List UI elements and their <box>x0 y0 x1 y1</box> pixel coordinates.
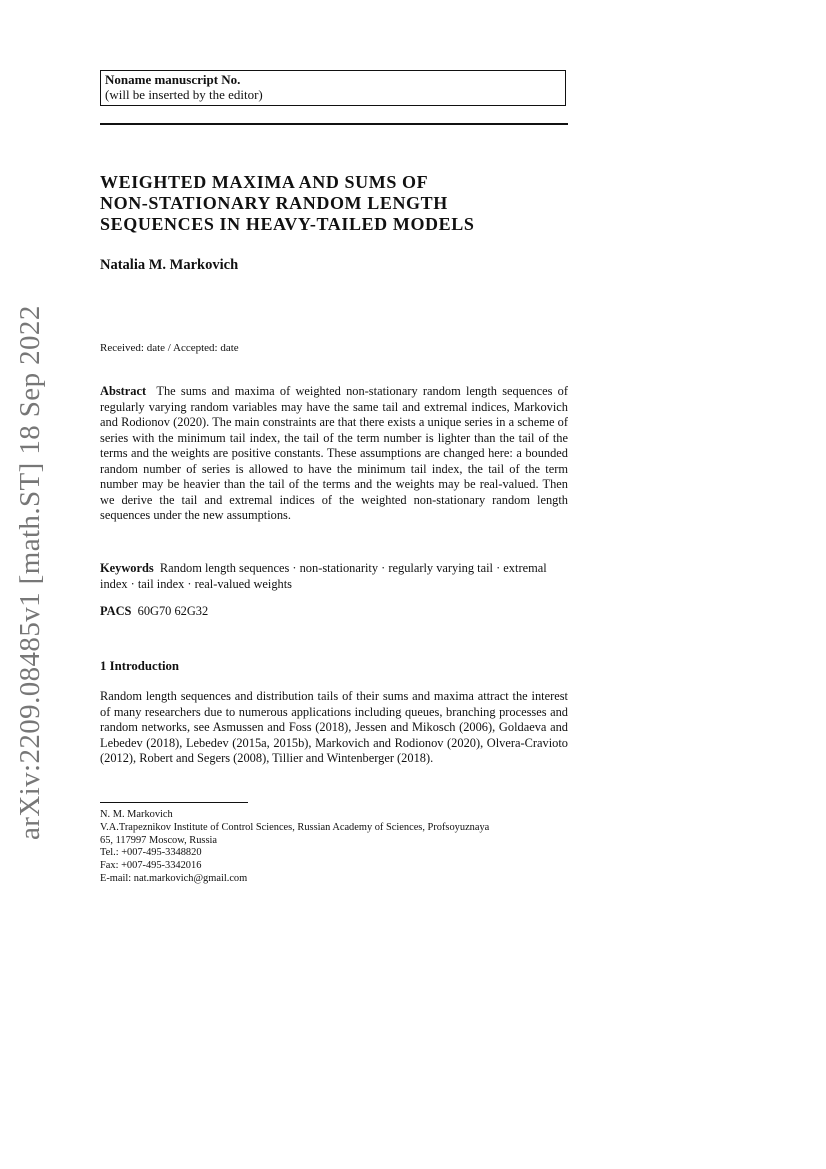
header-rule <box>100 123 568 125</box>
keywords <box>100 561 568 592</box>
manuscript-label: Noname manuscript No. <box>105 72 241 87</box>
title-line: WEIGHTED MAXIMA AND SUMS OF <box>100 172 429 192</box>
footnote-rule <box>100 802 248 803</box>
abstract <box>100 384 568 524</box>
title-line: SEQUENCES IN HEAVY-TAILED MODELS <box>100 214 475 234</box>
introduction-paragraph: Random length sequences and distribution tails of their sums and maxima attract the interest of many researchers due to numerous applications including queues, branching processes and random networks, see Asmussen and Foss (2018), Jessen and Mikosch (2006), Goldaeva and Lebedev (2018), Lebedev (2015a, 2015b), Markovich and Rodionov (2020), Olvera-Cravioto (2012), Robert and Segers (2008), Tillier and Wintenberger (2018). <box>100 689 568 766</box>
abstract-text: The sums and maxima of weighted non-stationary random length sequences of regularly varying random variables may have the same tail and extremal indices, Markovich and Rodionov (2020). The main constraints are that there exists a unique series in a scheme of series with the minimum tail index, the tail of the term number is lighter than the tail of the terms and the weights are positive constants. These assumptions are changed here: a bounded random number of series is allowed to have the minimum tail index, the tail of the term number may be heavier than the tail of the terms and the weights may be real-valued. Then we derive the tail and extremal indices of the weighted non-stationary random length sequences under the new assumptions. <box>100 384 568 522</box>
editor-note: (will be inserted by the editor) <box>105 87 263 102</box>
author-name: Natalia M. Markovich <box>100 257 239 273</box>
arxiv-stamp <box>14 305 58 840</box>
footnote-line: N. M. Markovich <box>100 809 173 820</box>
editor-header-box <box>100 70 566 106</box>
keywords-text: Random length sequences · non-stationarity · regularly varying tail · extremal index · tail index · real-valued weights <box>100 561 547 591</box>
received-date: Received: date / Accepted: date <box>100 342 239 354</box>
author-footnote <box>100 809 570 886</box>
footnote-line: E-mail: nat.markovich@gmail.com <box>100 872 248 884</box>
arxiv-identifier: arXiv:2209.08485v1 [math.ST] 18 Sep 2022 <box>14 305 46 840</box>
footnote-line: V.A.Trapeznikov Institute of Control Sciences, Russian Academy of Sciences, Profsoyuznaya <box>100 821 490 833</box>
pacs-label: PACS <box>100 604 132 618</box>
pacs <box>100 604 208 619</box>
section-heading: 1 Introduction <box>100 659 180 673</box>
footnote-line: Tel.: +007-495-3348820 <box>100 847 202 859</box>
abstract-label: Abstract <box>100 384 147 398</box>
pacs-codes: 60G70 62G32 <box>137 604 209 618</box>
footnote-line: Fax: +007-495-3342016 <box>100 860 202 872</box>
footnote-line: 65, 117997 Moscow, Russia <box>100 834 217 846</box>
title-line: NON-STATIONARY RANDOM LENGTH <box>100 193 448 213</box>
paper-title <box>100 172 570 235</box>
keywords-label: Keywords <box>100 561 154 575</box>
